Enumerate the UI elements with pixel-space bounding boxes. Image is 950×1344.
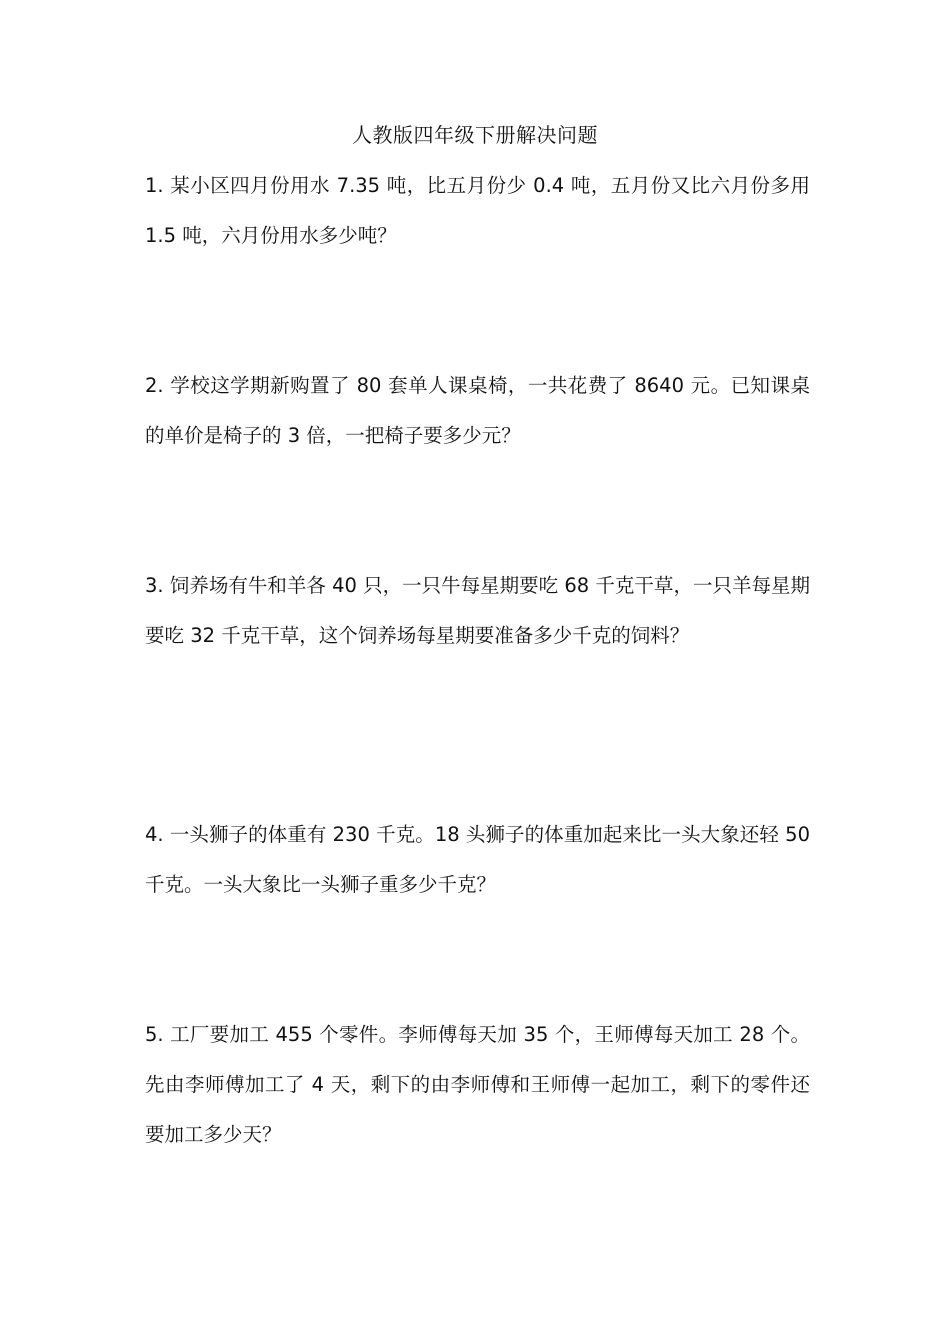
problem-5: 5. 工厂要加工 455 个零件。李师傅每天加 35 个，王师傅每天加工 28 个。先由李师傅加工了 4 天，剩下的由李师傅和王师傅一起加工，剩下的零件还要加工多少天？ (145, 1023, 810, 1146)
document-title: 人教版四年级下册解决问题 (352, 123, 598, 147)
problem-2: 2. 学校这学期新购置了 80 套单人课桌椅，一共花费了 8640 元。已知课桌的单价是椅子的 3 倍，一把椅子要多少元？ (145, 374, 810, 447)
problem-4: 4. 一头狮子的体重有 230 千克。18 头狮子的体重加起来比一头大象还轻 50 千克。一头大象比一头狮子重多少千克？ (145, 823, 810, 896)
problem-3: 3. 饲养场有牛和羊各 40 只，一只牛每星期要吃 68 千克干草，一只羊每星期要吃 32 千克干草，这个饲养场每星期要准备多少千克的饲料？ (145, 574, 810, 647)
problem-1: 1. 某小区四月份用水 7.35 吨，比五月份少 0.4 吨，五月份又比六月份多用 1.5 吨，六月份用水多少吨？ (145, 174, 810, 247)
